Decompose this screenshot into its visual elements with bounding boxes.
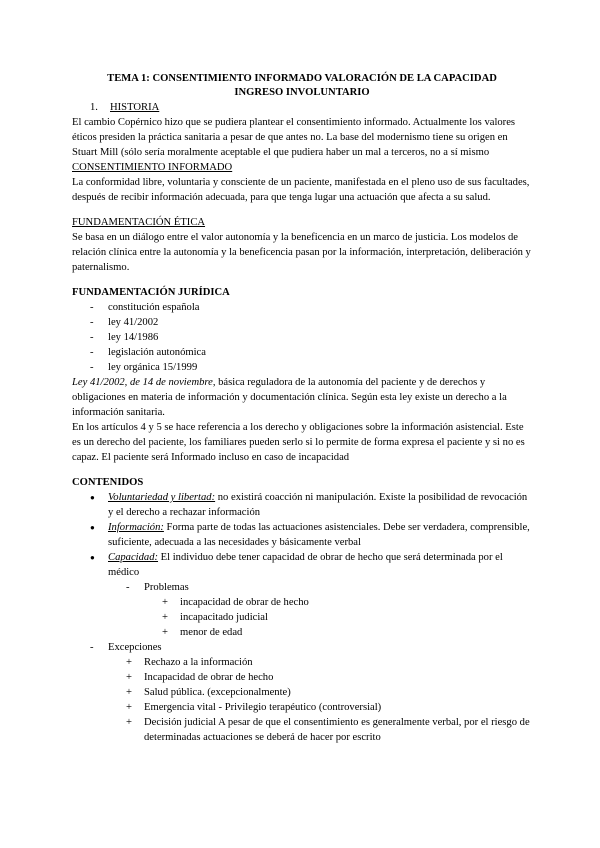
list-item: - ley orgánica 15/1999	[72, 360, 532, 375]
historia-number: 1.	[90, 102, 98, 113]
historia-list	[72, 100, 532, 115]
list-item: - constitución española	[72, 300, 532, 315]
juridica-heading: FUNDAMENTACIÓN JURÍDICA	[72, 287, 230, 298]
bullet-text: Forma parte de todas las actuaciones asistenciales. Debe ser verdadera, comprensible, suficiente, adecuada a las necesidades y básicamente verbal	[108, 522, 530, 548]
list-item: + incapacidad de obrar de hecho	[72, 595, 532, 610]
problemas-label: - Problemas	[72, 580, 532, 595]
excepciones-label: - Excepciones	[72, 640, 532, 655]
list-item: + Rechazo a la información	[72, 655, 532, 670]
articulos-paragraph: En los artículos 4 y 5 se hace referencia a los derecho y obligaciones sobre la información asistencial. Este es un derecho del paciente, los familiares pueden serlo si lo permite de forma expresa el paciente y si no es capaz. El paciente será Informado incluso en caso de incapacidad	[72, 422, 525, 463]
ley-title: Ley 41/2002, de 14 de noviembre	[72, 377, 213, 388]
consentimiento-text: La conformidad libre, voluntaria y consciente de un paciente, manifestada en el pleno uso de sus facultades, después de recibir información adecuada, para que tenga lugar una actuación que afecta a su salud.	[72, 177, 530, 203]
problemas-list	[72, 580, 532, 595]
etica-heading: FUNDAMENTACIÓN ÉTICA	[72, 217, 206, 228]
list-item: + Emergencia vital - Privilegio terapéutico (controversial)	[72, 700, 532, 715]
list-item: + Incapacidad de obrar de hecho	[72, 670, 532, 685]
contenidos-heading: CONTENIDOS	[72, 477, 144, 488]
list-item: + Decisión judicial A pesar de que el consentimiento es generalmente verbal, por el riesgo de determinadas actuaciones se deberá de hacer por escrito	[72, 715, 532, 745]
list-item	[72, 550, 532, 580]
list-item: + menor de edad	[72, 625, 532, 640]
ley-text: , básica reguladora de la autonomía del paciente y de derechos y obligaciones en materia de información y documentación clínica. Según esta ley existe un derecho a la información sanitaria.	[72, 377, 507, 418]
consentimiento-heading: CONSENTIMIENTO INFORMADO	[72, 162, 233, 173]
etica-text: Se basa en un diálogo entre el valor autonomía y la beneficencia en un marco de justicia. Los modelos de relación clínica entre la autonomía y la beneficencia pasan por la información, interpretación, deliberación y paternalismo.	[72, 232, 531, 273]
bullet-text: no existirá coacción ni manipulación. Existe la posibilidad de revocación y el derecho a rechazar información	[108, 492, 528, 518]
list-item	[72, 490, 532, 520]
title-line-1: TEMA 1: CONSENTIMIENTO INFORMADO VALORACIÓN DE LA CAPACIDAD	[107, 73, 497, 84]
historia-title: HISTORIA	[110, 102, 160, 113]
bullet-text: El individuo debe tener capacidad de obrar de hecho que será determinada por el médico	[108, 552, 503, 578]
title-line-2: INGRESO INVOLUNTARIO	[234, 87, 370, 98]
list-item	[72, 520, 532, 550]
list-item: - ley 41/2002	[72, 315, 532, 330]
bullet-term: Información:	[108, 522, 164, 533]
historia-text: El cambio Copérnico hizo que se pudiera plantear el consentimiento informado. Actualmente los valores éticos presiden la práctica sanitaria a pesar de que antes no. La base del modernismo tiene su origen en Stuart Mill (sólo sería moralmente aceptable el que pudiera haber un mal a terceros, no a sí mismo	[72, 117, 516, 158]
excepciones-items	[72, 655, 532, 745]
list-item: - ley 14/1986	[72, 330, 532, 345]
list-item: - legislación autonómica	[72, 345, 532, 360]
list-item: + incapacitado judicial	[72, 610, 532, 625]
ley-paragraph	[72, 375, 532, 420]
juridica-list	[72, 300, 532, 375]
contenidos-list	[72, 490, 532, 580]
bullet-term: Capacidad:	[108, 552, 159, 563]
list-item: + Salud pública. (excepcionalmente)	[72, 685, 532, 700]
historia-heading	[72, 100, 532, 115]
bullet-term: Voluntariedad y libertad:	[108, 492, 216, 503]
document-page	[72, 72, 532, 745]
problemas-items	[72, 595, 532, 640]
excepciones-list	[72, 640, 532, 655]
